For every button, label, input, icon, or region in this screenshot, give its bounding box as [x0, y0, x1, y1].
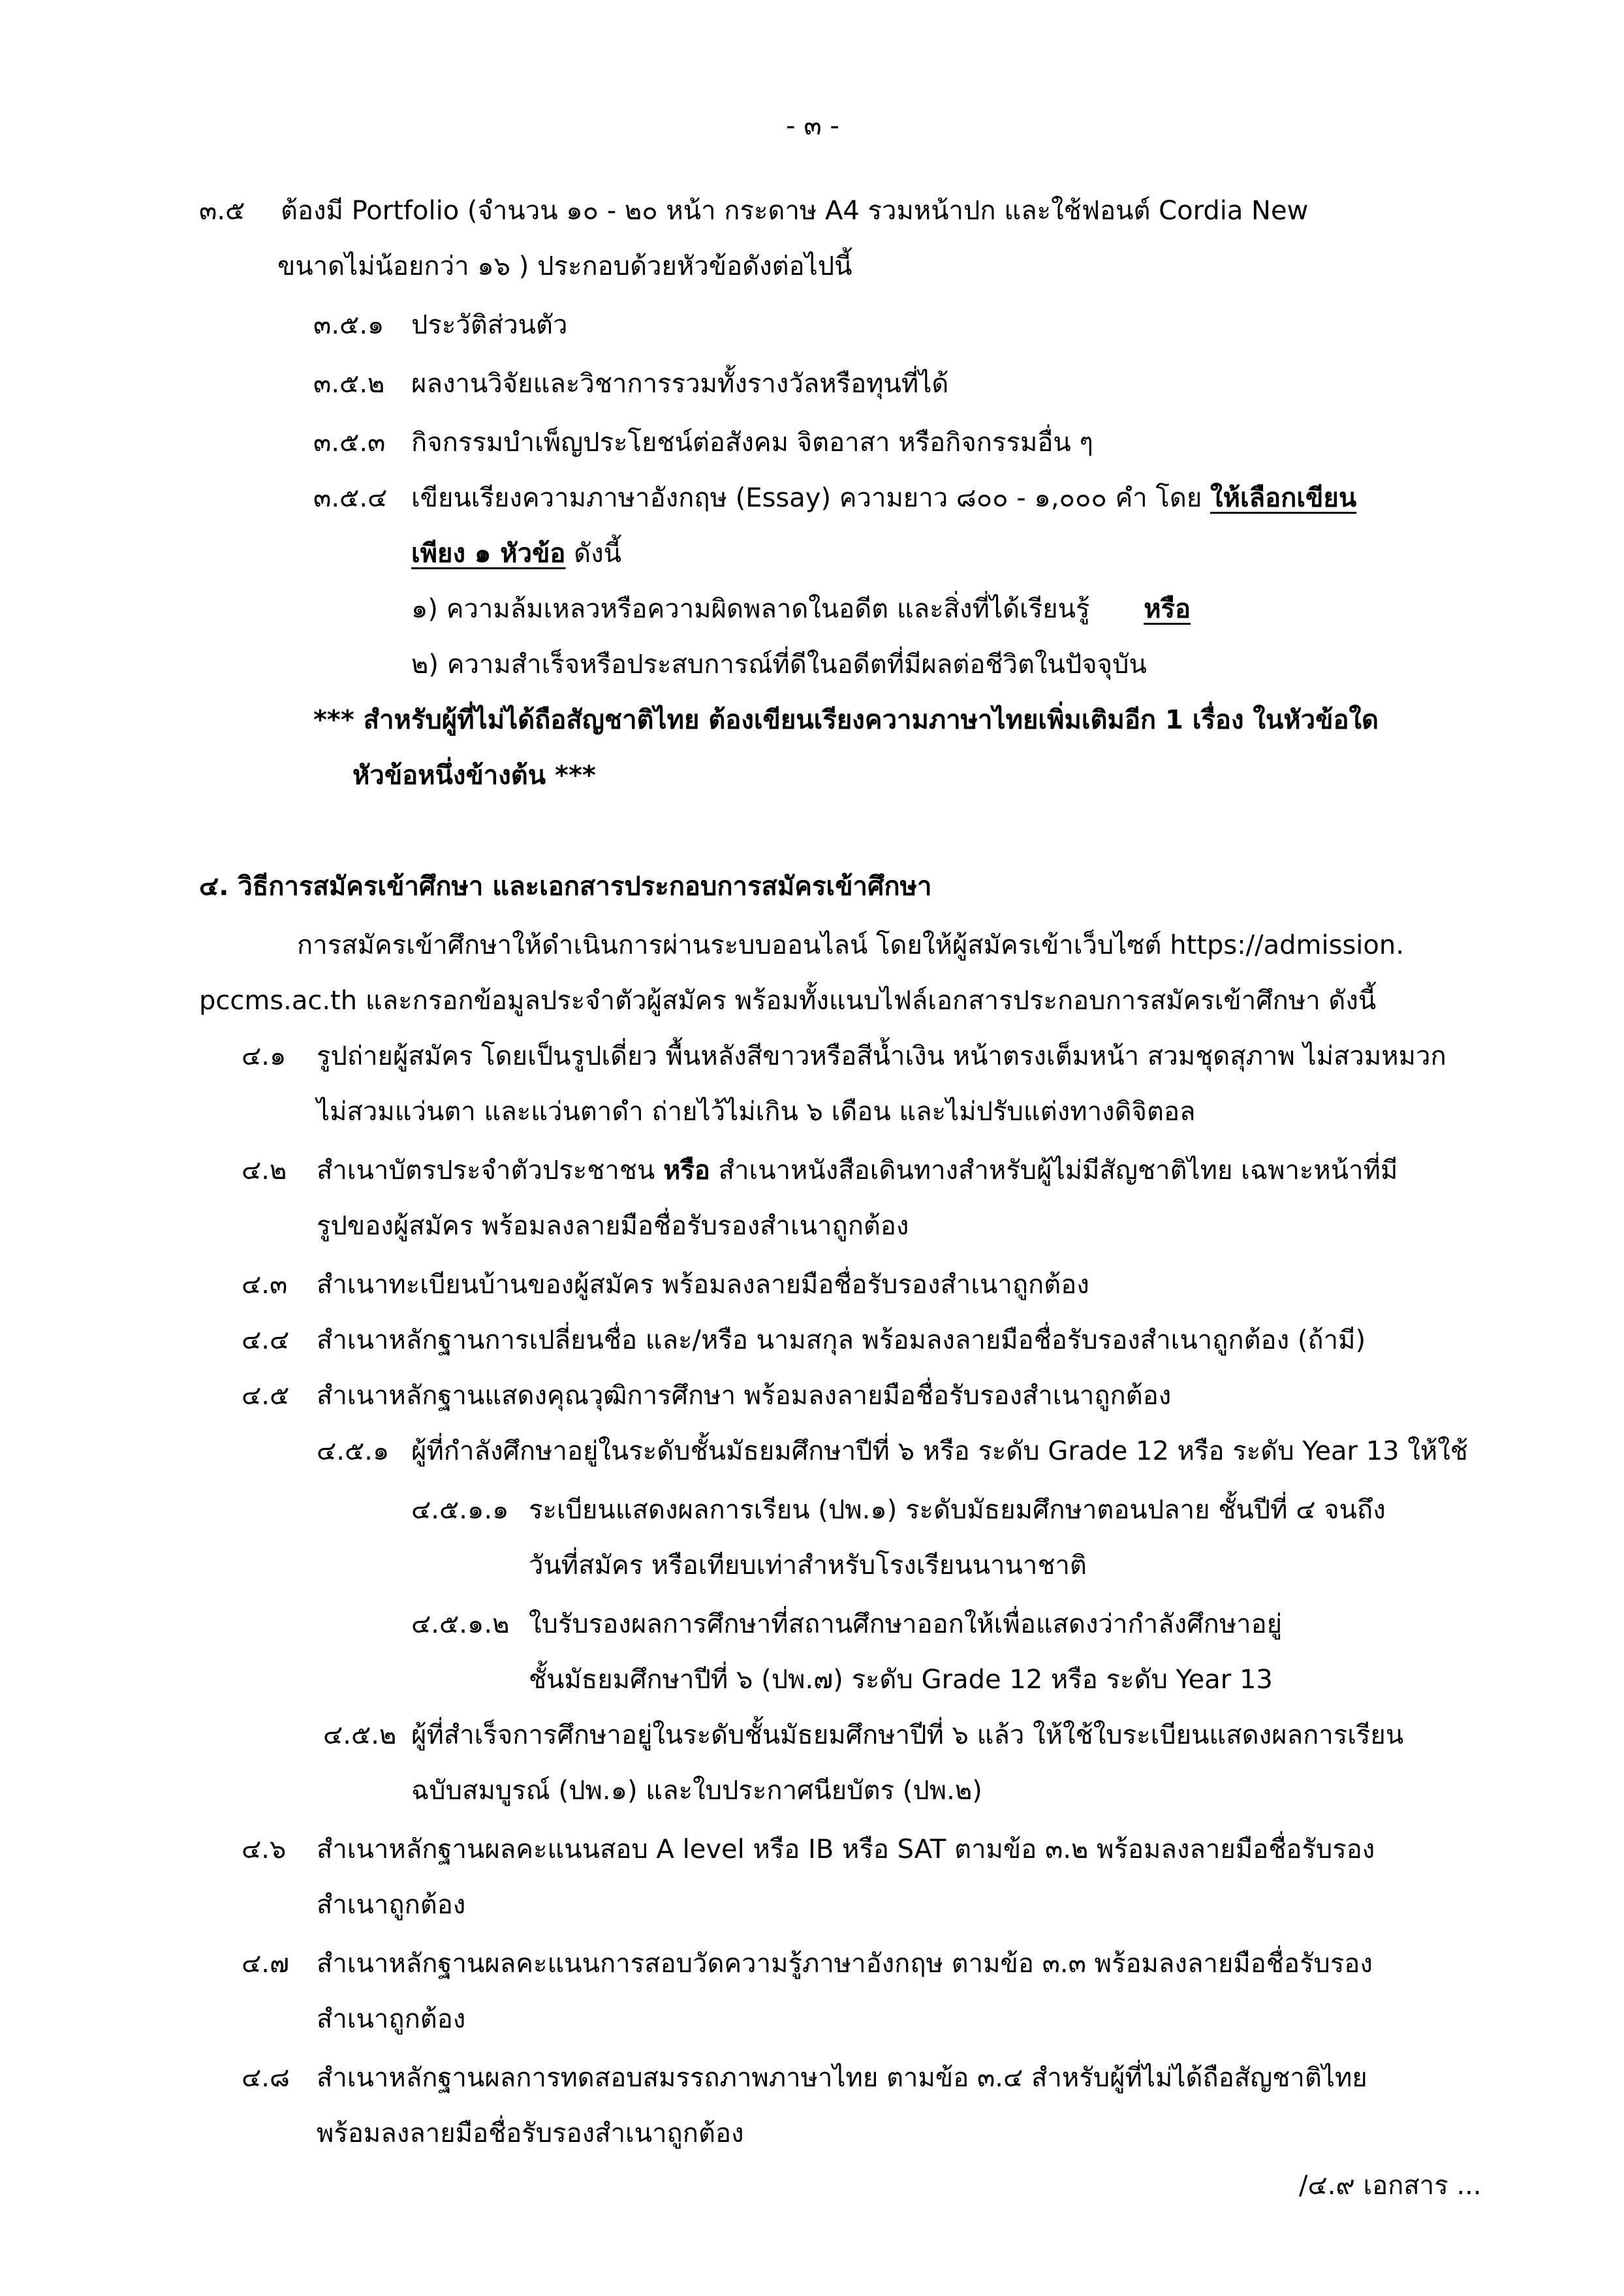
item-4-5-text: สำเนาหลักฐานแสดงคุณวุฒิการศึกษา พร้อมลงลายมือชื่อรับรองสำเนาถูกต้อง — [317, 1381, 1172, 1411]
item-4-2-line2: รูปของผู้สมัคร พร้อมลงลายมือชื่อรับรองสำเนาถูกต้อง — [317, 1211, 909, 1241]
section-3-5-line1: ต้องมี Portfolio (จำนวน ๑๐ - ๒๐ หน้า กระดาษ A4 รวมหน้าปก และใช้ฟอนต์ Cordia New — [281, 196, 1309, 226]
item-4-2-or: หรือ — [663, 1156, 710, 1186]
item-4-2-post: สำเนาหนังสือเดินทางสำหรับผู้ไม่มีสัญชาติไทย เฉพาะหน้าที่มี — [718, 1156, 1398, 1186]
item-4-5-1-1-number: ๔.๕.๑.๑ — [411, 1495, 509, 1525]
item-4-5-1-1-line1: ระเบียนแสดงผลการเรียน (ปพ.๑) ระดับมัธยมศึกษาตอนปลาย ชั้นปีที่ ๔ จนถึง — [529, 1495, 1386, 1525]
item-4-1-number: ๔.๑ — [242, 1041, 287, 1071]
item-4-5-1-number: ๔.๕.๑ — [317, 1436, 390, 1466]
item-4-8-line2: พร้อมลงลายมือชื่อรับรองสำเนาถูกต้อง — [317, 2118, 744, 2148]
continuation-marker: /๔.๙ เอกสาร ... — [1299, 2171, 1482, 2201]
item-4-5-2-line2: ฉบับสมบูรณ์ (ปพ.๑) และใบประกาศนียบัตร (ปพ.๒) — [411, 1776, 982, 1806]
item-4-6-line1: สำเนาหลักฐานผลคะแนนสอบ A level หรือ IB หรือ SAT ตามข้อ ๓.๒ พร้อมลงลายมือชื่อรับรอง — [317, 1834, 1375, 1864]
item-4-2-pre: สำเนาบัตรประจำตัวประชาชน — [317, 1156, 655, 1186]
item-4-8-number: ๔.๘ — [242, 2063, 290, 2093]
essay-option-2: ๒) ความสำเร็จหรือประสบการณ์ที่ดีในอดีตที่มีผลต่อชีวิตในปัจจุบัน — [411, 650, 1147, 680]
essay-emphasis-choose: ให้เลือกเขียน — [1210, 483, 1357, 513]
item-3-5-4-text — [411, 480, 1356, 516]
item-3-5-3-text: กิจกรรมบำเพ็ญประโยชน์ต่อสังคม จิตอาสา หรือกิจกรรมอื่น ๆ — [411, 428, 1093, 458]
non-thai-note-line1: *** สำหรับผู้ที่ไม่ได้ถือสัญชาติไทย ต้องเขียนเรียงความภาษาไทยเพิ่มเติมอีก 1 เรื่อง ในหัวข้อใด — [313, 705, 1379, 735]
section-3-5-line2: ขนาดไม่น้อยกว่า ๑๖ ) ประกอบด้วยหัวข้อดังต่อไปนี้ — [277, 251, 852, 281]
item-3-5-1-number: ๓.๕.๑ — [313, 310, 384, 340]
item-4-4-text: สำเนาหลักฐานการเปลี่ยนชื่อ และ/หรือ นามสกุล พร้อมลงลายมือชื่อรับรองสำเนาถูกต้อง (ถ้ามี) — [317, 1325, 1366, 1355]
item-4-3-text: สำเนาทะเบียนบ้านของผู้สมัคร พร้อมลงลายมือชื่อรับรองสำเนาถูกต้อง — [317, 1270, 1089, 1300]
item-4-5-2-line1: ผู้ที่สำเร็จการศึกษาอยู่ในระดับชั้นมัธยมศึกษาปีที่ ๖ แล้ว ให้ใช้ใบระเบียนแสดงผลการเรียน — [411, 1720, 1404, 1750]
item-4-6-number: ๔.๖ — [242, 1834, 287, 1864]
item-3-5-3-number: ๓.๕.๓ — [313, 428, 386, 458]
section-4-intro-line2: pccms.ac.th และกรอกข้อมูลประจำตัวผู้สมัคร พร้อมทั้งแนบไฟล์เอกสารประกอบการสมัครเข้าศึกษา ดังนี้ — [199, 986, 1377, 1016]
item-3-5-2-text: ผลงานวิจัยและวิชาการรวมทั้งรางวัลหรือทุนที่ได้ — [411, 369, 949, 399]
item-3-5-1-text: ประวัติส่วนตัว — [411, 310, 568, 340]
item-4-5-1-2-line1: ใบรับรองผลการศึกษาที่สถานศึกษาออกให้เพื่อแสดงว่ากำลังศึกษาอยู่ — [529, 1609, 1283, 1639]
section-4-heading: ๔. วิธีการสมัครเข้าศึกษา และเอกสารประกอบการสมัครเข้าศึกษา — [199, 872, 932, 902]
essay-option-1 — [411, 591, 1191, 627]
item-4-8-line1: สำเนาหลักฐานผลการทดสอบสมรรถภาพภาษาไทย ตามข้อ ๓.๔ สำหรับผู้ที่ไม่ได้ถือสัญชาติไทย — [317, 2063, 1367, 2093]
item-4-5-1-2-number: ๔.๕.๑.๒ — [411, 1609, 510, 1639]
item-4-5-number: ๔.๕ — [242, 1381, 290, 1411]
item-4-2-line1 — [317, 1152, 1398, 1189]
item-4-4-number: ๔.๔ — [242, 1325, 290, 1355]
section-3-5-number: ๓.๕ — [199, 196, 245, 226]
item-4-6-line2: สำเนาถูกต้อง — [317, 1890, 466, 1920]
essay-option-1-or: หรือ — [1144, 594, 1191, 624]
item-4-2-number: ๔.๒ — [242, 1156, 287, 1186]
item-4-3-number: ๔.๓ — [242, 1270, 288, 1300]
item-4-5-2-number: ๔.๕.๒ — [323, 1720, 397, 1750]
item-4-5-1-2-line2: ชั้นมัธยมศึกษาปีที่ ๖ (ปพ.๗) ระดับ Grade 12 หรือ ระดับ Year 13 — [529, 1665, 1273, 1695]
item-3-5-4-line2 — [411, 535, 621, 572]
item-4-5-1-text: ผู้ที่กำลังศึกษาอยู่ในระดับชั้นมัธยมศึกษาปีที่ ๖ หรือ ระดับ Grade 12 หรือ ระดับ Year 13 ให้ใช้ — [411, 1436, 1468, 1466]
item-3-5-4-number: ๓.๕.๔ — [313, 483, 388, 513]
item-4-7-line2: สำเนาถูกต้อง — [317, 2004, 466, 2034]
item-4-1-line1: รูปถ่ายผู้สมัคร โดยเป็นรูปเดี่ยว พื้นหลังสีขาวหรือสีน้ำเงิน หน้าตรงเต็มหน้า สวมชุดสุภาพ ไม่สวมหมวก — [317, 1041, 1446, 1071]
item-4-7-line1: สำเนาหลักฐานผลคะแนนการสอบวัดความรู้ภาษาอังกฤษ ตามข้อ ๓.๓ พร้อมลงลายมือชื่อรับรอง — [317, 1949, 1373, 1979]
essay-emphasis-one-topic: เพียง ๑ หัวข้อ — [411, 539, 566, 569]
section-4-intro-line1: การสมัครเข้าศึกษาให้ดำเนินการผ่านระบบออนไลน์ โดยให้ผู้สมัครเข้าเว็บไซต์ https://admission. — [297, 930, 1404, 960]
item-4-5-1-1-line2: วันที่สมัคร หรือเทียบเท่าสำหรับโรงเรียนนานาชาติ — [529, 1550, 1087, 1580]
essay-option-1-text: ๑) ความล้มเหลวหรือความผิดพลาดในอดีต และสิ่งที่ได้เรียนรู้ — [411, 594, 1090, 624]
item-4-7-number: ๔.๗ — [242, 1949, 290, 1979]
essay-instruction: เขียนเรียงความภาษาอังกฤษ (Essay) ความยาว ๘๐๐ - ๑,๐๐๐ คำ โดย — [411, 483, 1202, 513]
item-3-5-2-number: ๓.๕.๒ — [313, 369, 385, 399]
page-number: - ๓ - — [786, 111, 839, 141]
item-4-1-line2: ไม่สวมแว่นตา และแว่นตาดำ ถ่ายไว้ไม่เกิน ๖ เดือน และไม่ปรับแต่งทางดิจิตอล — [317, 1097, 1196, 1127]
essay-as-follows: ดังนี้ — [574, 539, 622, 569]
non-thai-note-line2: หัวข้อหนึ่งข้างต้น *** — [352, 761, 596, 791]
